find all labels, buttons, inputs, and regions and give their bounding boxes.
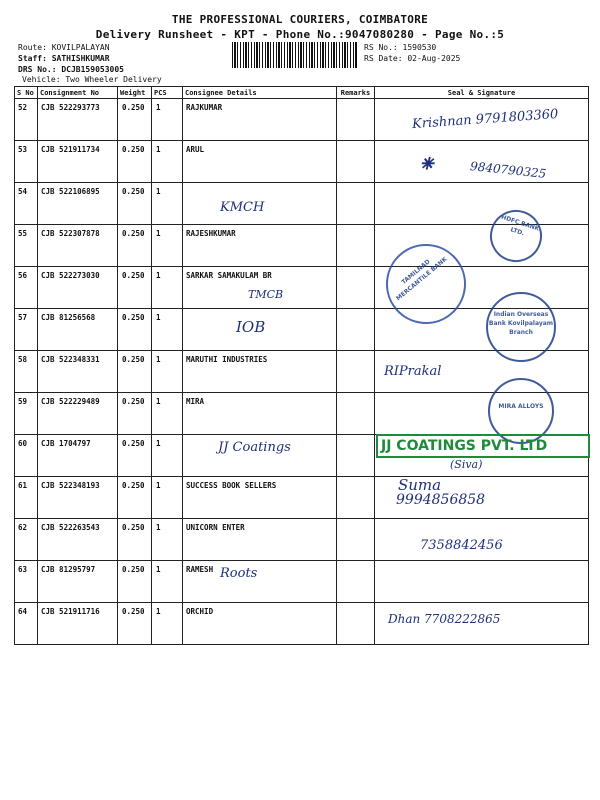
- cell-pcs: 1: [152, 183, 183, 225]
- cell-signature: [375, 561, 589, 603]
- document-subtitle: Delivery Runsheet - KPT - Phone No.:9047080280 - Page No.:5: [95, 28, 505, 41]
- rs-date: RS Date: 02-Aug-2025: [364, 54, 461, 63]
- cell-sno: 52: [15, 99, 38, 141]
- cell-weight: 0.250: [118, 183, 152, 225]
- jj-coatings-stamp: JJ COATINGS PVT. LTD: [376, 434, 590, 458]
- document-title: THE PROFESSIONAL COURIERS, COIMBATORE: [171, 13, 429, 26]
- cell-consignment: CJB 522307878: [38, 225, 118, 267]
- tmb-bank-stamp: TAMILNAD MERCANTILE BANK: [370, 228, 483, 341]
- cell-consignment: CJB 81295797: [38, 561, 118, 603]
- cell-consignment: CJB 522263543: [38, 519, 118, 561]
- cell-consignment: CJB 521911734: [38, 141, 118, 183]
- cell-consignee: RAMESH: [183, 561, 337, 603]
- cell-consignee: MIRA: [183, 393, 337, 435]
- barcode: [232, 42, 358, 68]
- cell-sno: 53: [15, 141, 38, 183]
- cell-pcs: 1: [152, 477, 183, 519]
- cell-sno: 54: [15, 183, 38, 225]
- cell-consignee: SARKAR SAMAKULAM BR: [183, 267, 337, 309]
- signature-row-62: 7358842456: [420, 538, 503, 553]
- cell-consignment: CJB 522348193: [38, 477, 118, 519]
- cell-pcs: 1: [152, 141, 183, 183]
- col-weight: Weight: [118, 87, 152, 99]
- cell-sno: 61: [15, 477, 38, 519]
- cell-consignee: RAJKUMAR: [183, 99, 337, 141]
- cell-pcs: 1: [152, 225, 183, 267]
- signature-row-53: 9840790325: [469, 159, 547, 181]
- cell-consignment: CJB 522348331: [38, 351, 118, 393]
- col-sno: S No: [15, 87, 38, 99]
- table-row: [15, 477, 589, 519]
- cell-weight: 0.250: [118, 519, 152, 561]
- handwritten-name-row-57: IOB: [236, 318, 266, 336]
- signature-row-64: Dhan 7708222865: [388, 612, 501, 626]
- cell-consignment: CJB 522229489: [38, 393, 118, 435]
- cell-consignee: RAJESHKUMAR: [183, 225, 337, 267]
- cell-consignment: CJB 522293773: [38, 99, 118, 141]
- signature-row-60: (Siva): [450, 458, 483, 471]
- cell-remarks: [337, 225, 375, 267]
- cell-remarks: [337, 603, 375, 645]
- cell-pcs: 1: [152, 267, 183, 309]
- cell-weight: 0.250: [118, 99, 152, 141]
- table-row: [15, 561, 589, 603]
- drs-number: DRS No.: DCJB159053005: [18, 65, 124, 74]
- cell-sno: 57: [15, 309, 38, 351]
- mira-alloys-stamp: MIRA ALLOYS: [488, 378, 554, 444]
- signature-row-58: RIPrakal: [384, 364, 442, 379]
- cell-pcs: 1: [152, 603, 183, 645]
- cell-consignment: CJB 522106895: [38, 183, 118, 225]
- cell-remarks: [337, 309, 375, 351]
- cell-weight: 0.250: [118, 603, 152, 645]
- staff-label: Staff: SATHISHKUMAR: [18, 54, 110, 63]
- signature-scribble-53: ⁕: [416, 150, 437, 178]
- cell-weight: 0.250: [118, 561, 152, 603]
- cell-signature: [375, 393, 589, 435]
- cell-sno: 64: [15, 603, 38, 645]
- cell-consignment: CJB 522273030: [38, 267, 118, 309]
- cell-sno: 62: [15, 519, 38, 561]
- cell-weight: 0.250: [118, 267, 152, 309]
- hdfc-bank-stamp: HDFC BANK LTD.: [483, 203, 549, 269]
- cell-pcs: 1: [152, 99, 183, 141]
- cell-consignee: MARUTHI INDUSTRIES: [183, 351, 337, 393]
- handwritten-name-row-56: TMCB: [248, 288, 284, 301]
- cell-remarks: [337, 477, 375, 519]
- col-remarks: Remarks: [337, 87, 375, 99]
- cell-pcs: 1: [152, 393, 183, 435]
- col-pcs: PCS: [152, 87, 183, 99]
- cell-remarks: [337, 141, 375, 183]
- cell-consignment: CJB 521911716: [38, 603, 118, 645]
- cell-weight: 0.250: [118, 225, 152, 267]
- table-row: [15, 603, 589, 645]
- cell-remarks: [337, 183, 375, 225]
- cell-pcs: 1: [152, 351, 183, 393]
- handwritten-name-row-60: JJ Coatings: [218, 440, 291, 455]
- cell-consignment: CJB 81256568: [38, 309, 118, 351]
- cell-weight: 0.250: [118, 351, 152, 393]
- cell-consignee: ORCHID: [183, 603, 337, 645]
- vehicle-label: Vehicle: Two Wheeler Delivery: [22, 75, 162, 84]
- handwritten-name-row-63: Roots: [220, 566, 258, 581]
- cell-pcs: 1: [152, 519, 183, 561]
- cell-remarks: [337, 435, 375, 477]
- signature-row-61-name: Suma: [398, 476, 442, 494]
- signature-row-61-phone: 9994856858: [396, 492, 486, 508]
- cell-sno: 59: [15, 393, 38, 435]
- cell-remarks: [337, 267, 375, 309]
- rs-number: RS No.: 1590530: [364, 43, 437, 52]
- cell-weight: 0.250: [118, 309, 152, 351]
- cell-sno: 56: [15, 267, 38, 309]
- cell-pcs: 1: [152, 435, 183, 477]
- table-header: [15, 87, 589, 99]
- col-consignment: Consignment No: [38, 87, 118, 99]
- cell-sno: 63: [15, 561, 38, 603]
- route-label: Route: KOVILPALAYAN: [18, 43, 110, 52]
- cell-signature: [375, 183, 589, 225]
- col-consignee: Consignee Details: [183, 87, 337, 99]
- cell-weight: 0.250: [118, 435, 152, 477]
- cell-weight: 0.250: [118, 393, 152, 435]
- cell-remarks: [337, 519, 375, 561]
- iob-bank-stamp: Indian Overseas Bank Kovilpalayam Branch: [486, 292, 556, 362]
- cell-sno: 55: [15, 225, 38, 267]
- cell-pcs: 1: [152, 309, 183, 351]
- cell-pcs: 1: [152, 561, 183, 603]
- cell-consignee: UNICORN ENTER: [183, 519, 337, 561]
- cell-weight: 0.250: [118, 141, 152, 183]
- cell-remarks: [337, 561, 375, 603]
- cell-consignee: SUCCESS BOOK SELLERS: [183, 477, 337, 519]
- signature-row-52: Krishnan 9791803360: [411, 106, 559, 133]
- cell-consignment: CJB 1704797: [38, 435, 118, 477]
- cell-sno: 60: [15, 435, 38, 477]
- cell-remarks: [337, 99, 375, 141]
- cell-sno: 58: [15, 351, 38, 393]
- col-signature: Seal & Signature: [375, 87, 589, 99]
- cell-consignee: ARUL: [183, 141, 337, 183]
- cell-weight: 0.250: [118, 477, 152, 519]
- handwritten-name-row-54: KMCH: [220, 200, 265, 215]
- cell-remarks: [337, 393, 375, 435]
- cell-remarks: [337, 351, 375, 393]
